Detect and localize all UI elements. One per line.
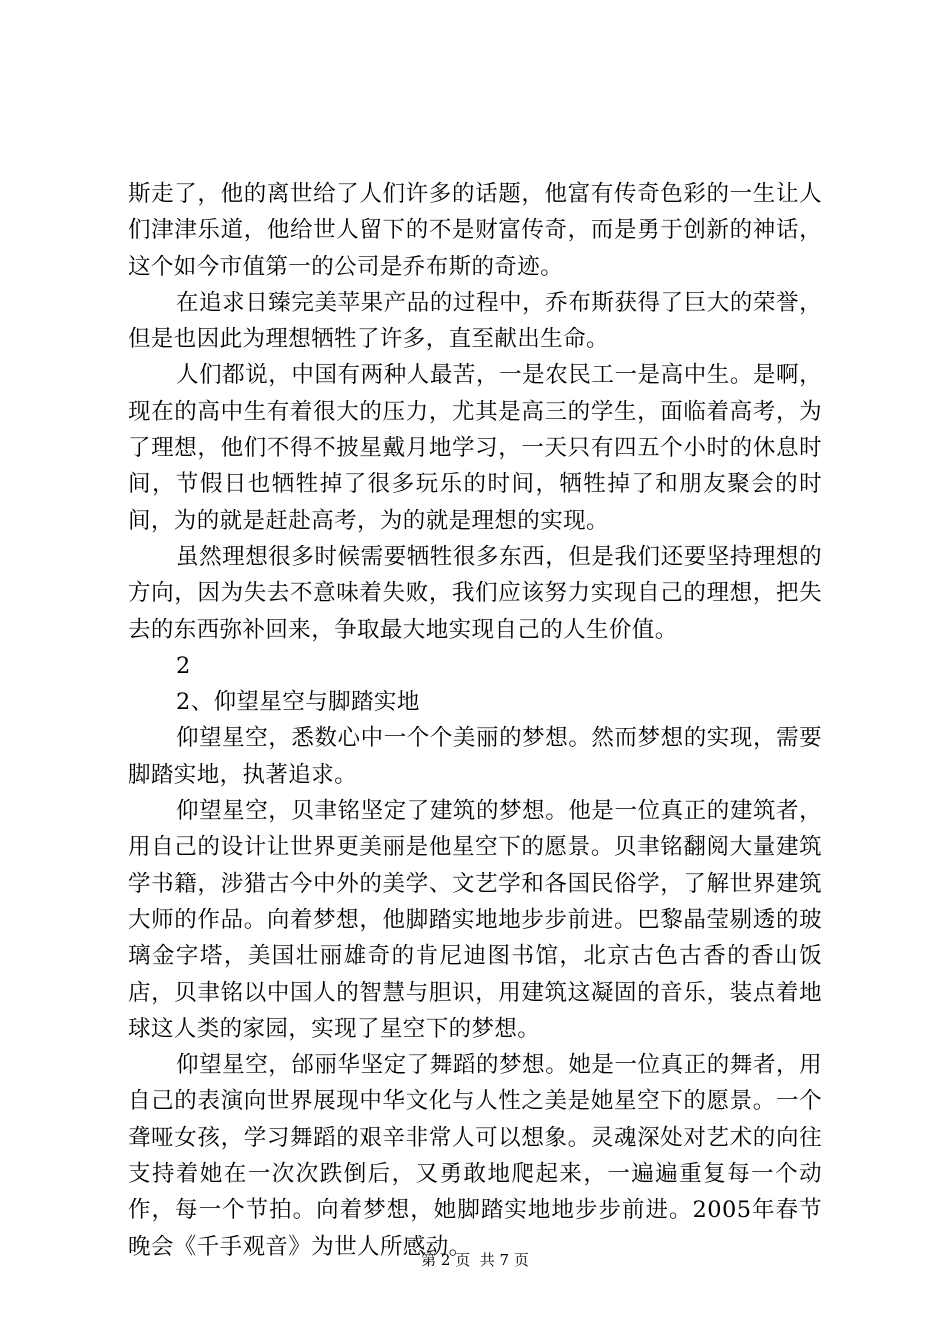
- document-body: [128, 176, 822, 1265]
- paragraph-jobs-sacrifice: 在追求日臻完美苹果产品的过程中，乔布斯获得了巨大的荣誉，但是也因此为理想牺牲了许多，直至献出生命。: [128, 289, 822, 353]
- paragraph-persist-ideal: 虽然理想很多时候需要牺牲很多东西，但是我们还要坚持理想的方向，因为失去不意味着失败，我们应该努力实现自己的理想，把失去的东西弥补回来，争取最大地实现自己的人生价值。: [128, 543, 822, 643]
- paragraph-tai-lihua: 仰望星空，邰丽华坚定了舞蹈的梦想。她是一位真正的舞者，用自己的表演向世界展现中华文化与人性之美是她星空下的愿景。一个聋哑女孩，学习舞蹈的艰辛非常人可以想象。灵魂深处对艺术的向往支持着她在一次次跌倒后，又勇敢地爬起来，一遍遍重复每一个动作，每一个节拍。向着梦想，她脚踏实地地步步前进。2005年春节晚会《千手观音》为世人所感动。: [128, 1052, 822, 1260]
- page-footer: [0, 1250, 950, 1270]
- paragraph-stars-intro: 仰望星空，悉数心中一个个美丽的梦想。然而梦想的实现，需要脚踏实地，执著追求。: [128, 725, 822, 788]
- page-number-label: 第 2 页 共 7 页: [421, 1251, 529, 1269]
- paragraph-high-school-students: 人们都说，中国有两种人最苦，一是农民工一是高中生。是啊，现在的高中生有着很大的压力，尤其是高三的学生，面临着高考，为了理想，他们不得不披星戴月地学习，一天只有四五个小时的休息时间，节假日也牺牲掉了很多玩乐的时间，牺牲掉了和朋友聚会的时间，为的就是赶赴高考，为的就是理想的实现。: [128, 362, 822, 534]
- section-number: 2: [176, 652, 191, 679]
- paragraph-jobs-legacy: 斯走了，他的离世给了人们许多的话题，他富有传奇色彩的一生让人们津津乐道，他给世人留下的不是财富传奇，而是勇于创新的神话，这个如今市值第一的公司是乔布斯的奇迹。: [128, 181, 822, 280]
- section-heading: 2、仰望星空与脚踏实地: [176, 689, 420, 716]
- paragraph-ieoh-ming-pei: 仰望星空，贝聿铭坚定了建筑的梦想。他是一位真正的建筑者，用自己的设计让世界更美丽是他星空下的愿景。贝聿铭翻阅大量建筑学书籍，涉猎古今中外的美学、文艺学和各国民俗学，了解世界建筑大师的作品。向着梦想，他脚踏实地地步步前进。巴黎晶莹剔透的玻璃金字塔，美国壮丽雄奇的肯尼迪图书馆，北京古色古香的香山饭店，贝聿铭以中国人的智慧与胆识，用建筑这凝固的音乐，装点着地球这人类的家园，实现了星空下的梦想。: [128, 798, 822, 1042]
